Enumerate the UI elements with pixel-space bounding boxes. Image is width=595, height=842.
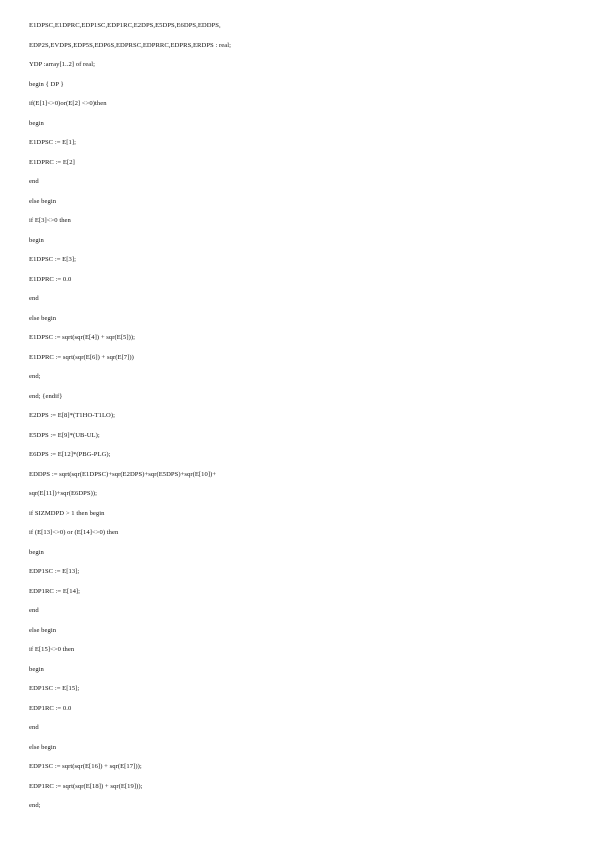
code-line: else begin	[29, 743, 57, 751]
code-line: E6DPS := E[12]*(PBG-PLG);	[29, 451, 111, 458]
code-line: E1DPRC := 0.0	[29, 275, 72, 283]
code-line: begin { DP }	[29, 80, 64, 88]
code-line: E1DPSC := E[1];	[29, 139, 76, 146]
code-line: E1DPSC := sqrt(sqr(E[4]) + sqr(E[5]));	[29, 334, 136, 341]
code-line: EDP1SC := E[13];	[29, 568, 80, 575]
code-line: E1DPSC,E1DPRC,EDP1SC,EDP1RC,E2DPS,E5DPS,E6DPS,EDDPS,	[29, 22, 221, 29]
code-line: if E[3]<>0 then	[29, 217, 71, 224]
code-line: end;	[29, 373, 41, 380]
code-line: E1DPRC := E[2]	[29, 158, 75, 166]
code-line: if (E[13]<>0) or (E[14]<>0) then	[29, 529, 119, 536]
code-line: else begin	[29, 626, 57, 634]
code-line: begin	[29, 236, 44, 244]
code-line: YDP :array[1..2] of real;	[29, 61, 96, 68]
code-line: EDDPS := sqrt(sqr(E1DPSC)+sqr(E2DPS)+sqr(E5DPS)+sqr(E[10])+	[29, 470, 217, 478]
code-line: E1DPRC := sqrt(sqr(E[6]) + sqr(E[7]))	[29, 353, 134, 361]
code-line: EDP1RC := 0.0	[29, 704, 72, 712]
code-line: if SIZMDPD > 1 then begin	[29, 509, 105, 517]
code-line: EDP1RC := E[14];	[29, 587, 81, 595]
code-line: sqr(E[11])+sqr(E6DPS));	[29, 490, 97, 497]
code-line: end;	[29, 802, 41, 809]
code-line: if(E[1]<>0)or(E[2] <>0)then	[29, 100, 107, 107]
code-line: EDP1SC := E[15];	[29, 685, 80, 692]
code-line: end	[29, 724, 39, 731]
code-line: end	[29, 607, 39, 614]
code-line: else begin	[29, 197, 57, 205]
code-line: end; {endif}	[29, 392, 63, 400]
code-line: E5DPS := E[9]*(UB-UL);	[29, 431, 100, 439]
code-line: begin	[29, 665, 44, 673]
code-line: EDP1RC := sqrt(sqr(E[18]) + sqr(E[19]));	[29, 782, 143, 790]
code-line: EDP1SC := sqrt(sqr(E[16]) + sqr(E[17]));	[29, 763, 142, 770]
code-line: else begin	[29, 314, 57, 322]
code-line: end	[29, 178, 39, 185]
code-line: E2DPS := E[8]*(T1HO-T1LO);	[29, 412, 115, 419]
code-line: begin	[29, 119, 44, 127]
code-line: EDP2S,EVDPS,EDP5S,EDP6S,EDPRSC,EDPRRC,EDPRS,ERDPS : real;	[29, 41, 231, 49]
code-listing	[29, 16, 569, 816]
code-line: E1DPSC := E[3];	[29, 256, 76, 263]
code-line: end	[29, 295, 39, 302]
code-line: if E[15]<>0 then	[29, 646, 75, 653]
code-line: begin	[29, 548, 44, 556]
